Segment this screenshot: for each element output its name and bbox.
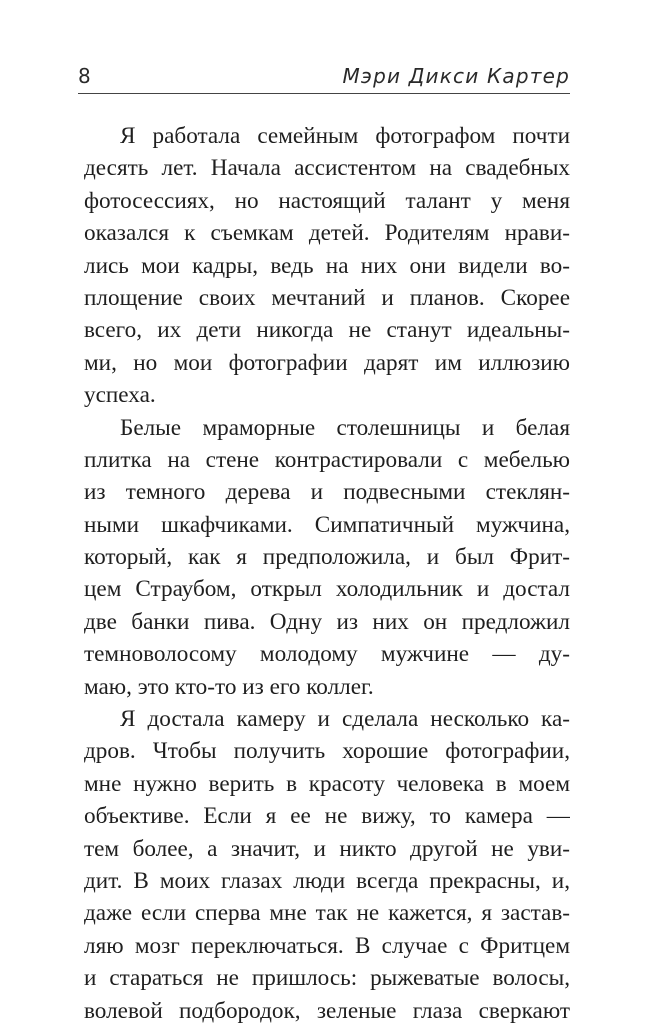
paragraph (84, 703, 570, 1027)
text-line: ными шкафчиками. Симпатичный мужчина, (84, 511, 570, 538)
body-text (84, 120, 570, 1027)
text-line: две банки пива. Одну из них он предложил (84, 608, 570, 635)
text-line: волевой подбородок, зеленые глаза сверкают (84, 997, 570, 1024)
text-line: из темного дерева и подвесными стеклян- (84, 479, 570, 506)
text-line: дит. В моих глазах люди всегда прекрасны, и, (84, 867, 570, 894)
paragraph (84, 412, 570, 704)
text-line: всего, их дети никогда не станут идеальны- (84, 317, 570, 344)
text-line: плитка на стене контрастировали с мебелью (84, 446, 570, 473)
paragraph (84, 120, 570, 412)
text-line: фотосессиях, но настоящий талант у меня (84, 187, 570, 214)
text-line: лись мои кадры, ведь на них они видели во- (84, 252, 570, 279)
text-line: Белые мраморные столешницы и белая (120, 414, 570, 441)
text-line: десять лет. Начала ассистентом на свадебных (84, 155, 570, 182)
text-line: и стараться не пришлось: рыжеватые волосы, (84, 965, 570, 992)
header-rule (78, 93, 570, 94)
running-head (78, 58, 570, 88)
text-line: маю, это кто-то из его коллег. (84, 673, 374, 700)
text-line: темноволосому молодому мужчине — ду- (84, 641, 570, 668)
page-number: 8 (78, 64, 92, 88)
text-line: дров. Чтобы получить хорошие фотографии, (84, 738, 570, 765)
text-line: Я достала камеру и сделала несколько ка- (120, 706, 570, 733)
text-line: успеха. (84, 382, 156, 409)
running-head-author: Мэри Дикси Картер (342, 64, 570, 88)
text-line: Я работала семейным фотографом почти (120, 123, 570, 149)
text-line: ми, но мои фотографии дарят им иллюзию (84, 349, 570, 376)
text-line: даже если сперва мне так не кажется, я застав- (84, 900, 570, 927)
text-line: который, как я предположила, и был Фрит- (84, 544, 570, 571)
text-line: тем более, а значит, и никто другой не уви- (84, 835, 570, 862)
text-line: ляю мозг переключаться. В случае с Фритцем (84, 932, 570, 959)
text-line: площение своих мечтаний и планов. Скорее (84, 284, 570, 311)
text-line: оказался к съемкам детей. Родителям нрави- (84, 220, 570, 247)
text-line: цем Страубом, открыл холодильник и достал (84, 576, 570, 603)
text-line: объективе. Если я ее не вижу, то камера — (84, 803, 570, 830)
text-line: мне нужно верить в красоту человека в моем (84, 770, 570, 797)
